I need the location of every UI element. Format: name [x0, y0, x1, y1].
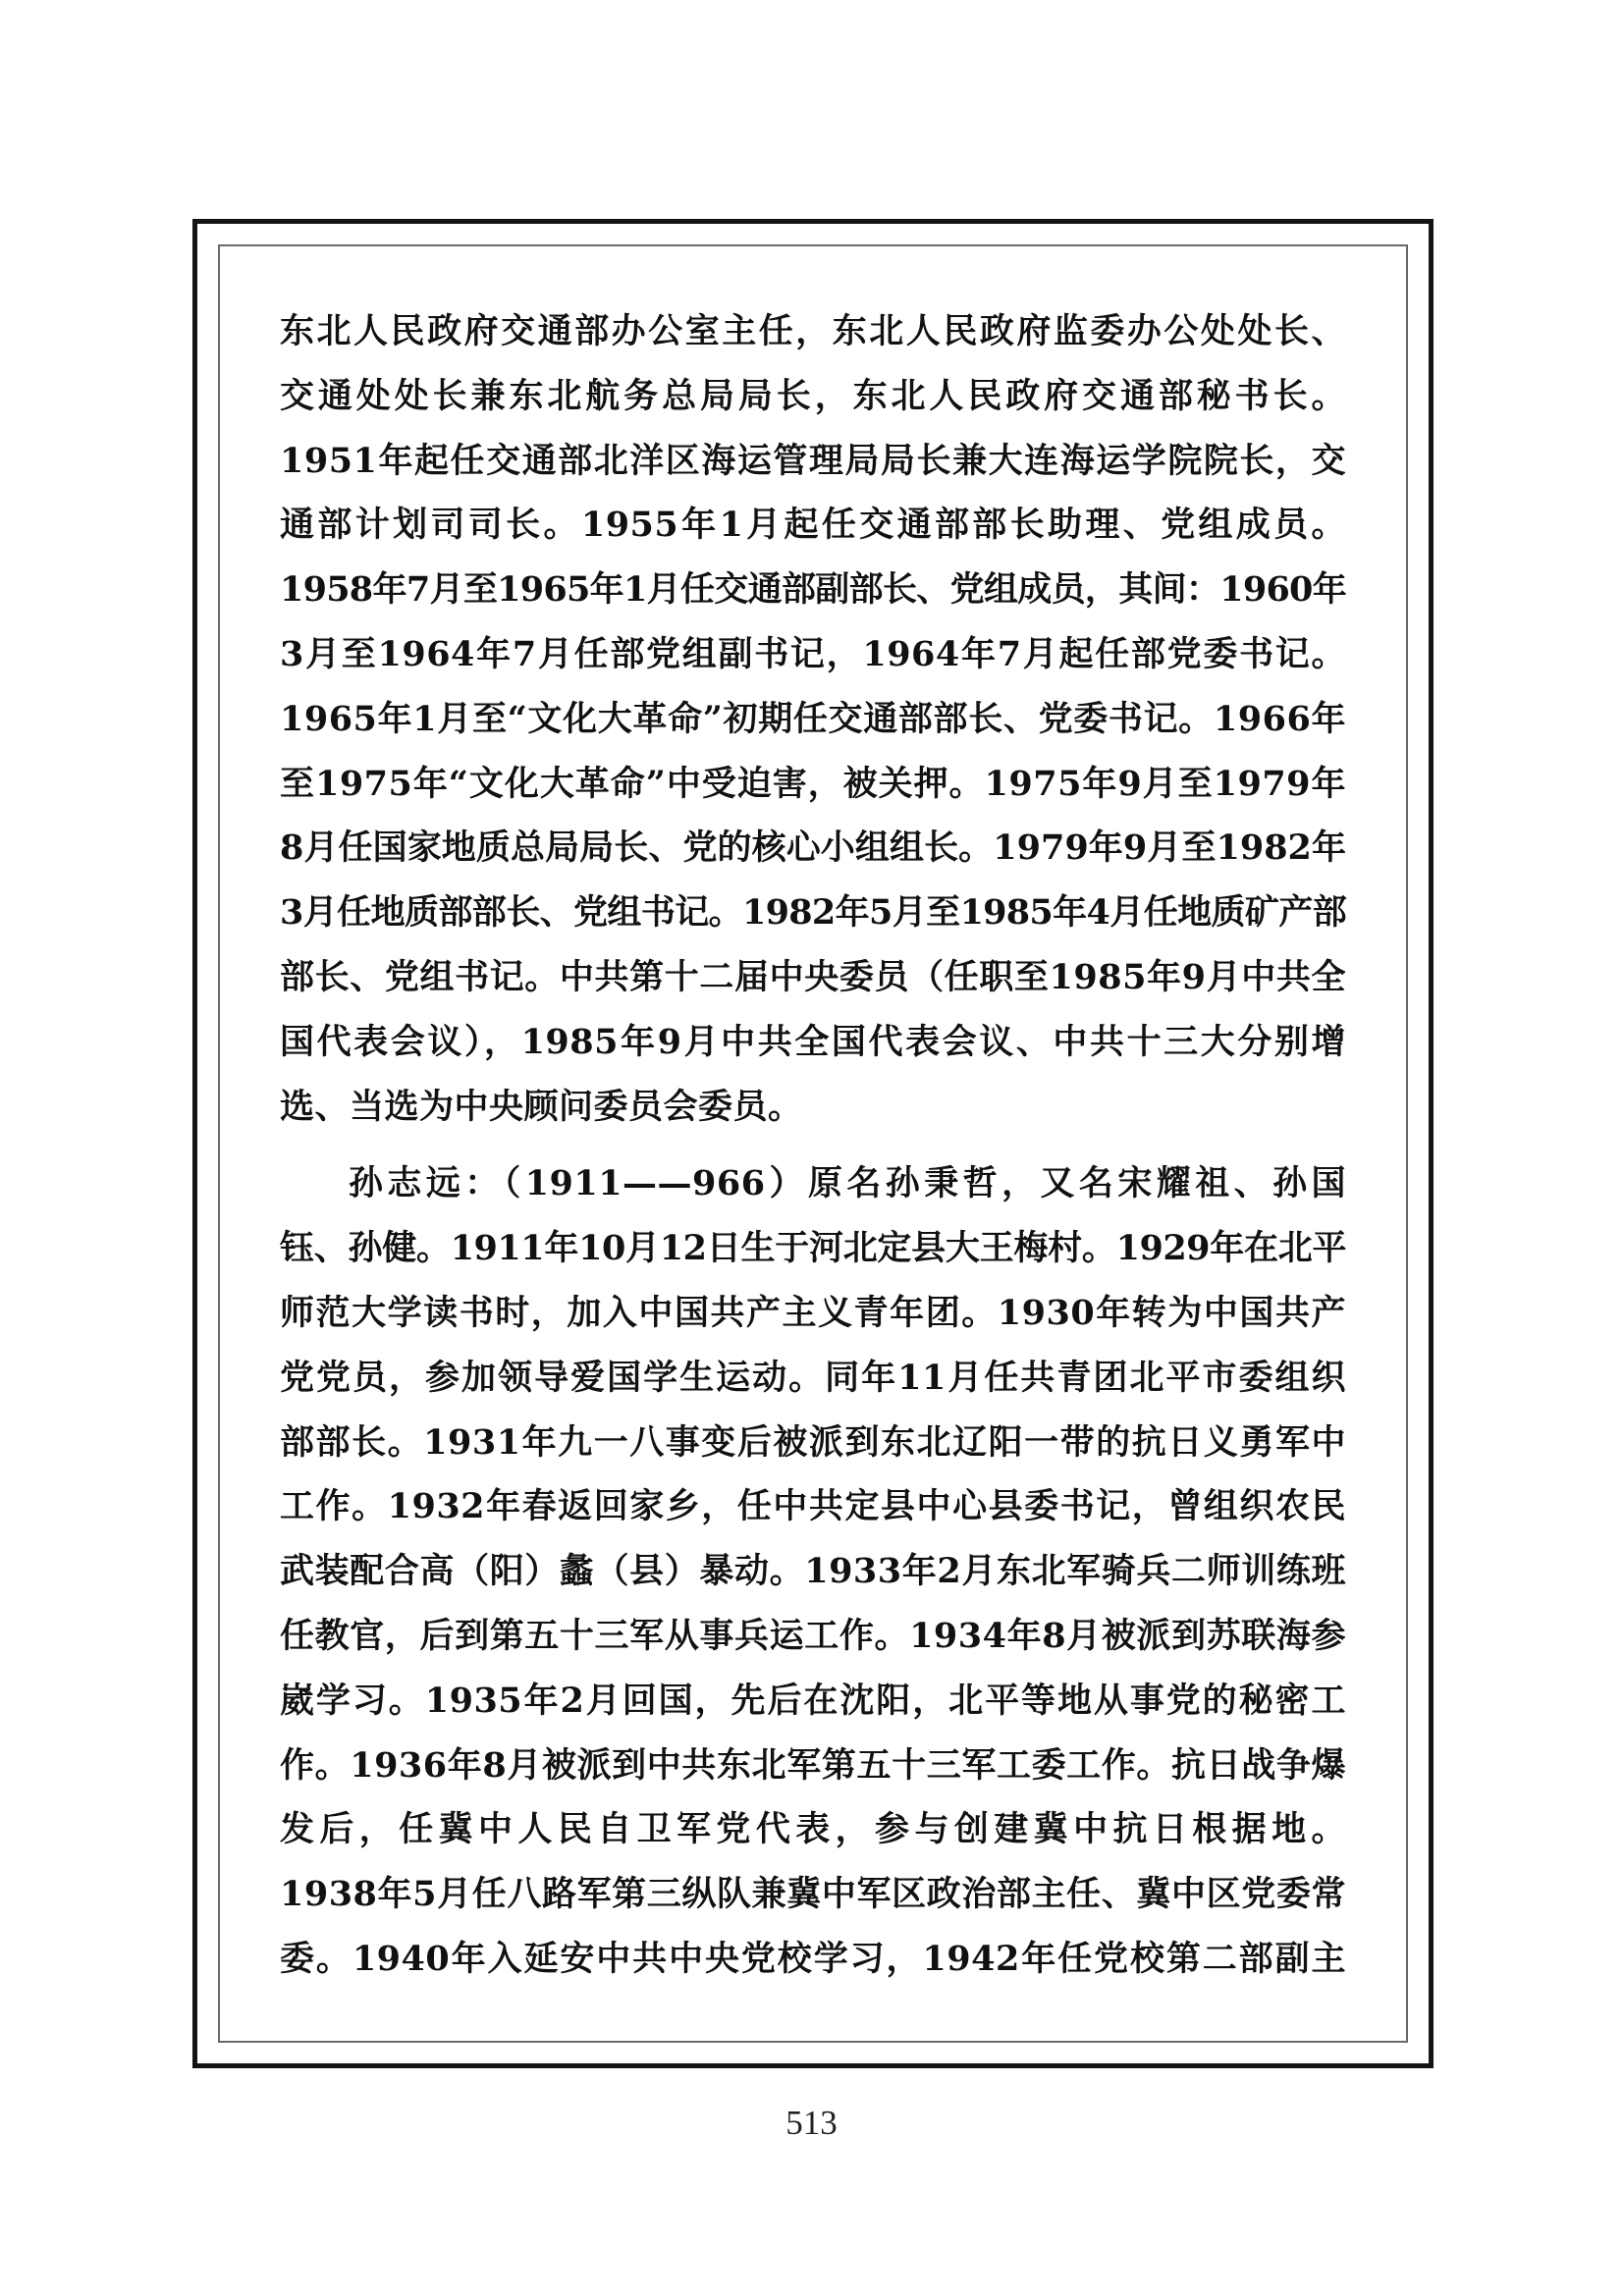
text-line: 至1975年“文化大革命”中受迫害，被关押。1975年9月至1979年 [280, 763, 1346, 804]
text-line: 委。1940年入延安中共中央党校学习，1942年任党校第二部副主 [280, 1938, 1346, 1979]
paragraph-2 [280, 1151, 1346, 1991]
paragraph-1 [280, 299, 1346, 1139]
text-line: 武装配合高（阳）蠡（县）暴动。1933年2月东北军骑兵二师训练班 [280, 1551, 1346, 1592]
text-line: 东北人民政府交通部办公室主任，东北人民政府监委办公处处长、 [280, 311, 1346, 351]
text-line: 党党员，参加领导爱国学生运动。同年11月任共青团北平市委组织 [280, 1357, 1346, 1398]
text-line: 1958年7月至1965年1月任交通部副部长、党组成员，其间：1960年 [280, 569, 1346, 611]
text-line: 任教官，后到第五十三军从事兵运工作。1934年8月被派到苏联海参 [280, 1615, 1346, 1656]
text-line: 国代表会议），1985年9月中共全国代表会议、中共十三大分别增 [280, 1021, 1346, 1062]
text-line: 部长、党组书记。中共第十二届中央委员（任职至1985年9月中共全 [280, 956, 1346, 997]
text-line: 3月任地质部部长、党组书记。1982年5月至1985年4月任地质矿产部 [280, 892, 1346, 934]
text-line: 交通处处长兼东北航务总局局长，东北人民政府交通部秘书长。 [280, 375, 1346, 416]
text-line: 选、当选为中央顾问委员会委员。 [280, 1086, 803, 1127]
text-line: 通部计划司司长。1955年1月起任交通部部长助理、党组成员。 [280, 505, 1346, 546]
text-line: 师范大学读书时，加入中国共产主义青年团。1930年转为中国共产 [280, 1292, 1346, 1333]
text-line: 1951年起任交通部北洋区海运管理局局长兼大连海运学院院长，交 [280, 440, 1346, 481]
text-line: 发后，任冀中人民自卫军党代表，参与创建冀中抗日根据地。 [280, 1809, 1346, 1850]
text-line: 崴学习。1935年2月回国，先后在沈阳，北平等地从事党的秘密工 [280, 1680, 1346, 1721]
text-line: 1938年5月任八路军第三纵队兼冀中军区政治部主任、冀中区党委常 [280, 1874, 1346, 1915]
text-line: 部部长。1931年九一八事变后被派到东北辽阳一带的抗日义勇军中 [280, 1421, 1346, 1463]
text-line: 8月任国家地质总局局长、党的核心小组组长。1979年9月至1982年 [280, 828, 1346, 869]
page-number: 513 [785, 2104, 838, 2142]
text-line: 孙志远：（1911——966）原名孙秉哲，又名宋耀祖、孙国 [349, 1163, 1346, 1204]
text-line: 1965年1月至“文化大革命”初期任交通部部长、党委书记。1966年 [280, 698, 1346, 739]
text-line: 3月至1964年7月任部党组副书记，1964年7月起任部党委书记。 [280, 633, 1346, 674]
text-line: 钰、孙健。1911年10月12日生于河北定县大王梅村。1929年在北平 [280, 1228, 1346, 1269]
text-line: 作。1936年8月被派到中共东北军第五十三军工委工作。抗日战争爆 [280, 1744, 1346, 1786]
body-text [280, 299, 1346, 2004]
text-line: 工作。1932年春返回家乡，任中共定县中心县委书记，曾组织农民 [280, 1486, 1346, 1527]
